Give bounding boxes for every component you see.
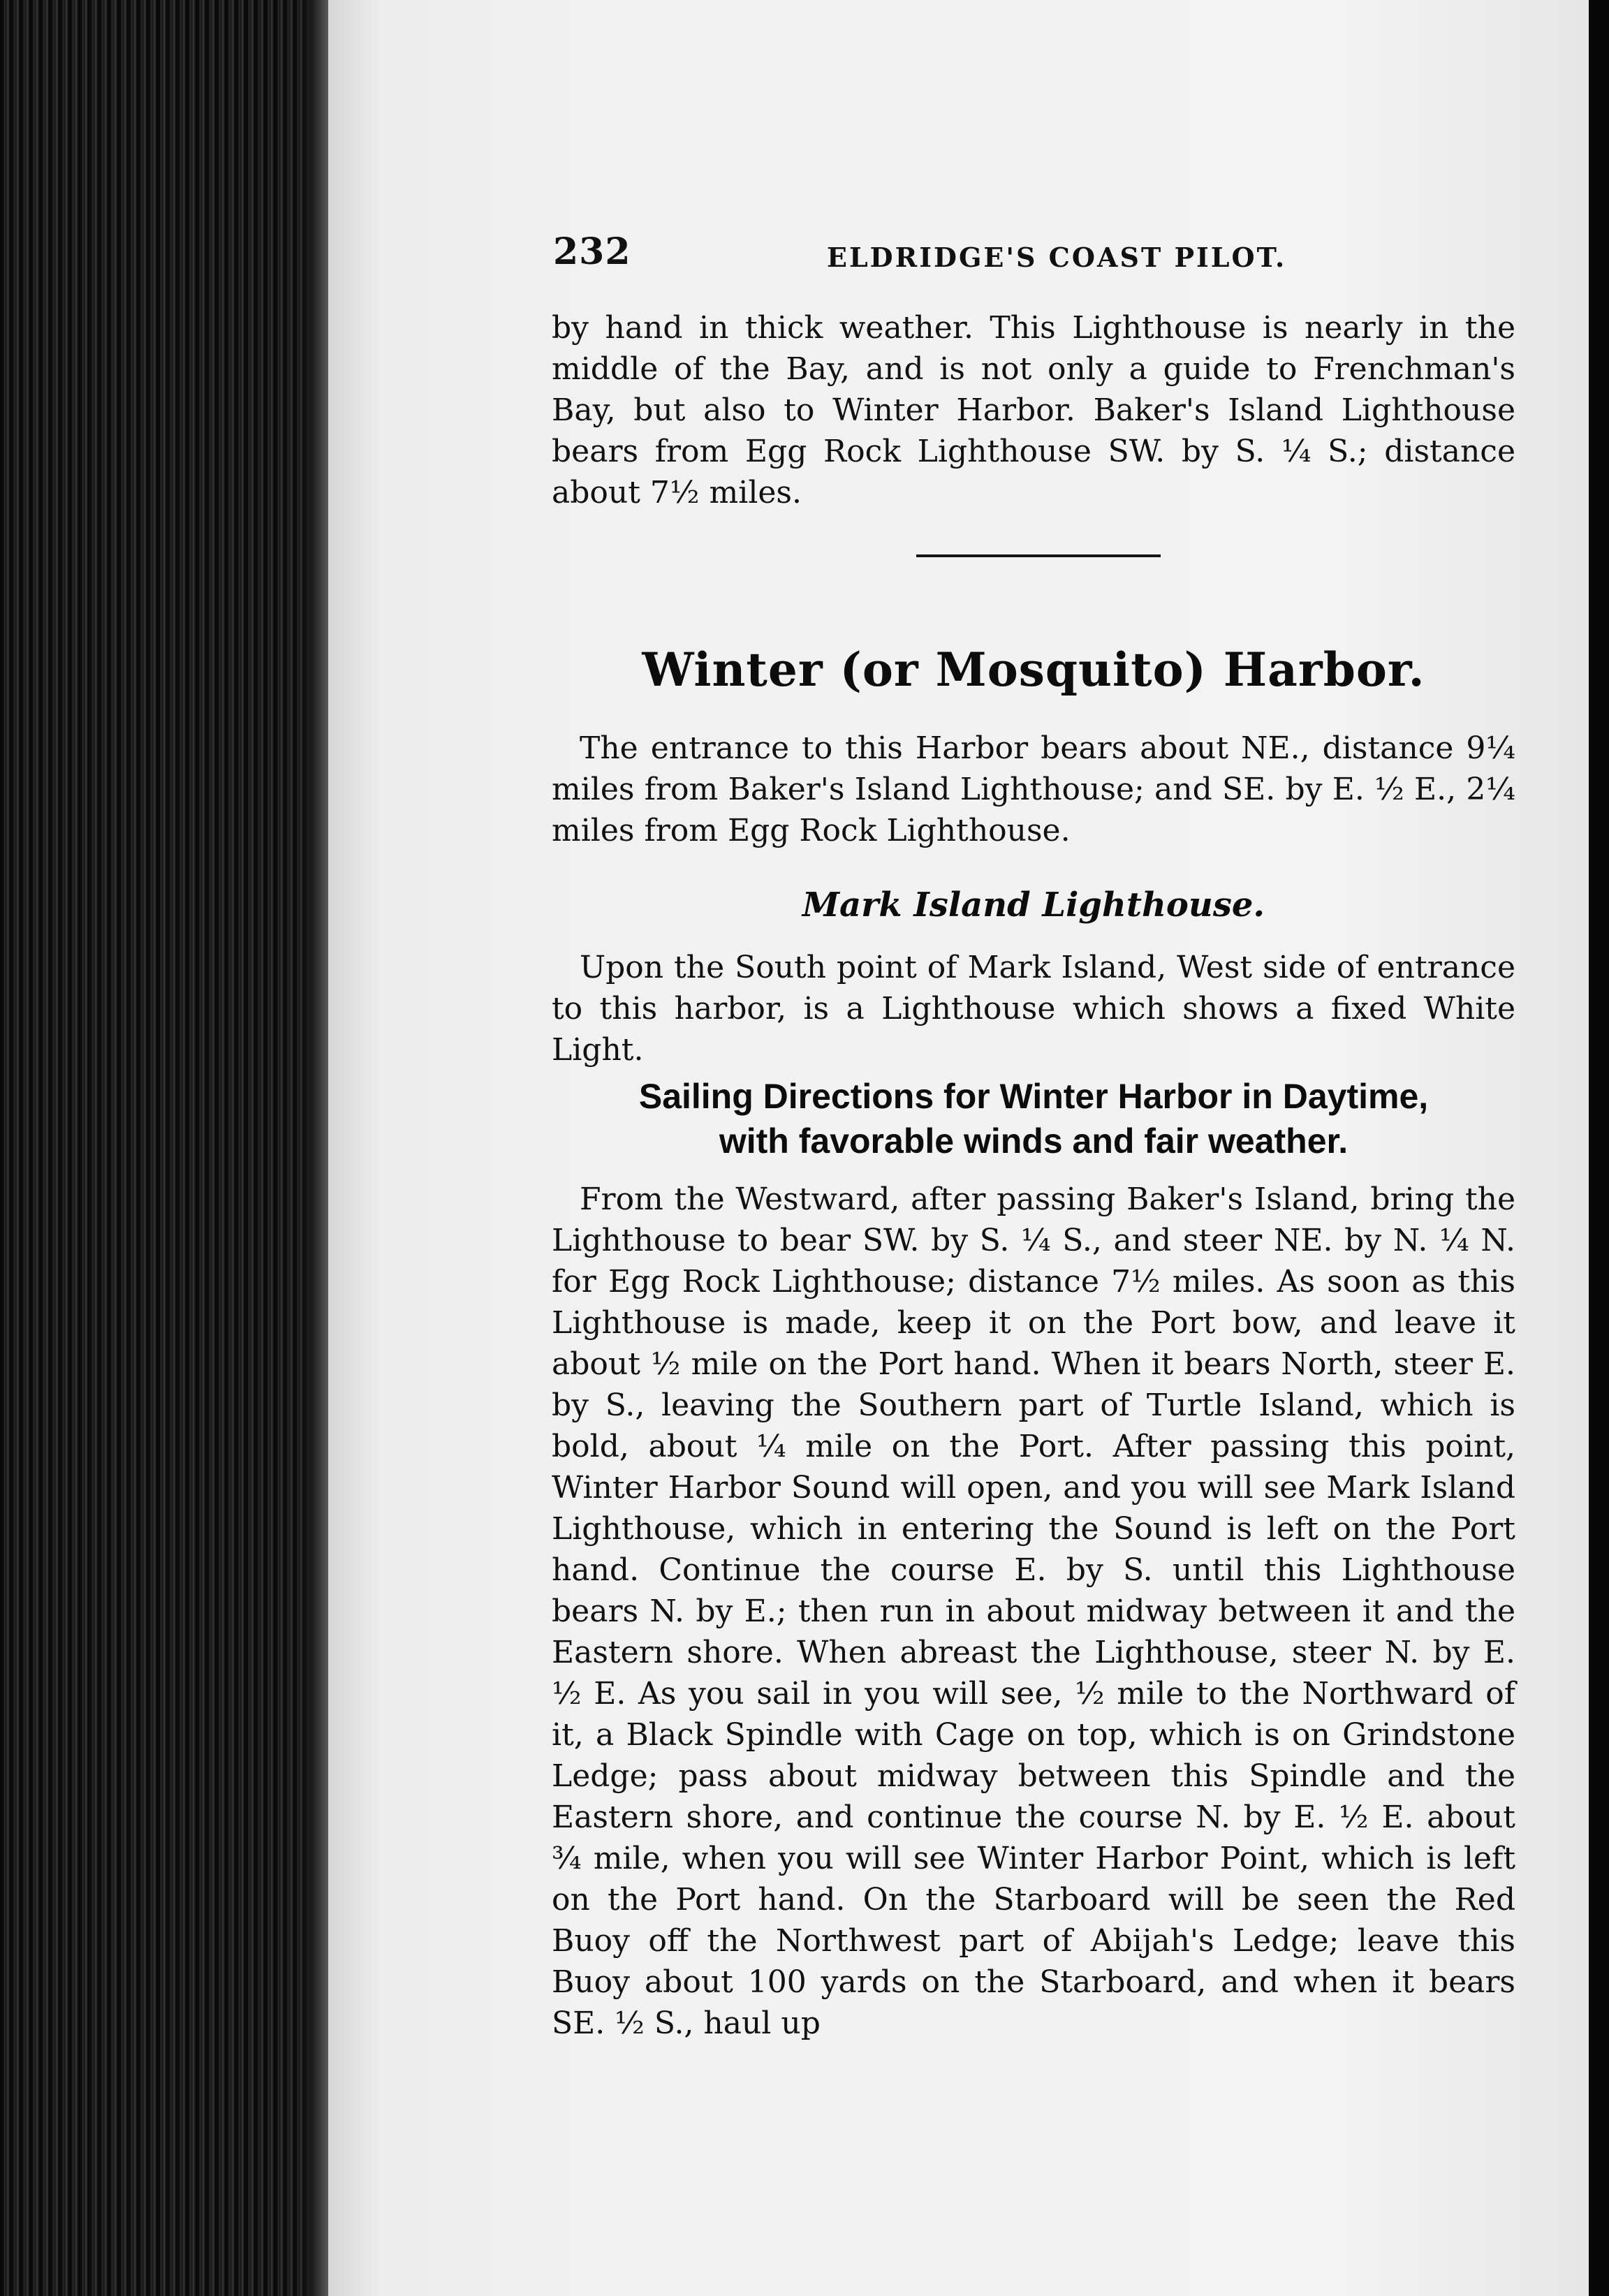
- running-title: ELDRIDGE'S COAST PILOT.: [827, 242, 1287, 273]
- sailing-title-line-1: Sailing Directions for Winter Harbor in Daytime,: [638, 1077, 1429, 1116]
- sailing-directions-title: [545, 1074, 1522, 1163]
- sailing-title-line-2: with favorable winds and fair weather.: [719, 1121, 1349, 1161]
- intro-paragraph: by hand in thick weather. This Lighthouse is nearly in the middle of the Bay, and is not only a guide to Frenchman's Bay, but also to Winter Harbor. Baker's Island Lighthouse bears from Egg Rock Lighthouse SW. by S. ¼ S.; distance about 7½ miles.: [552, 310, 1515, 510]
- running-head: [553, 230, 1503, 279]
- subsection-title: Mark Island Lighthouse.: [802, 885, 1265, 925]
- subsection-paragraph: Upon the South point of Mark Island, West side of entrance to this harbor, is a Lighthouse which shows a fixed White Light.: [552, 950, 1515, 1068]
- section-paragraph: The entrance to this Harbor bears about NE., distance 9¼ miles from Baker's Island Lighthouse; and SE. by E. ½ E., 2¼ miles from Egg Rock Lighthouse.: [552, 730, 1515, 848]
- page-number: 232: [553, 230, 631, 273]
- section-divider: [916, 554, 1161, 557]
- book-page-edges: [0, 0, 328, 2296]
- sailing-directions-paragraph: From the Westward, after passing Baker's Island, bring the Lighthouse to bear SW. by S. ¼ S., and steer NE. by N. ¼ N. for Egg Rock Lighthouse; distance 7½ miles. As soon as this Lighthouse is made, keep it on the Port bow, and leave it about ½ mile on the Port hand. When it bears North, steer E. by S., leaving the Southern part of Turtle Island, which is bold, about ¼ mile on the Port. After passing this point, Winter Harbor Sound will open, and you will see Mark Island Lighthouse, which in entering the Sound is left on the Port hand. Continue the course E. by S. until this Lighthouse bears N. by E.; then run in about midway between it and the Eastern shore. When abreast the Lighthouse, steer N. by E. ½ E. As you sail in you will see, ½ mile to the Northward of it, a Black Spindle with Cage on top, which is on Grindstone Ledge; pass about midway between this Spindle and the Eastern shore, and continue the course N. by E. ½ E. about ¾ mile, when you will see Winter Harbor Point, which is left on the Port hand. On the Starboard will be seen the Red Buoy off the Northwest part of Abijah's Ledge; leave this Buoy about 100 yards on the Starboard, and when it bears SE. ½ S., haul up: [552, 1182, 1515, 2041]
- section-title: Winter (or Mosquito) Harbor.: [642, 642, 1425, 697]
- scan-border: [1589, 0, 1609, 2296]
